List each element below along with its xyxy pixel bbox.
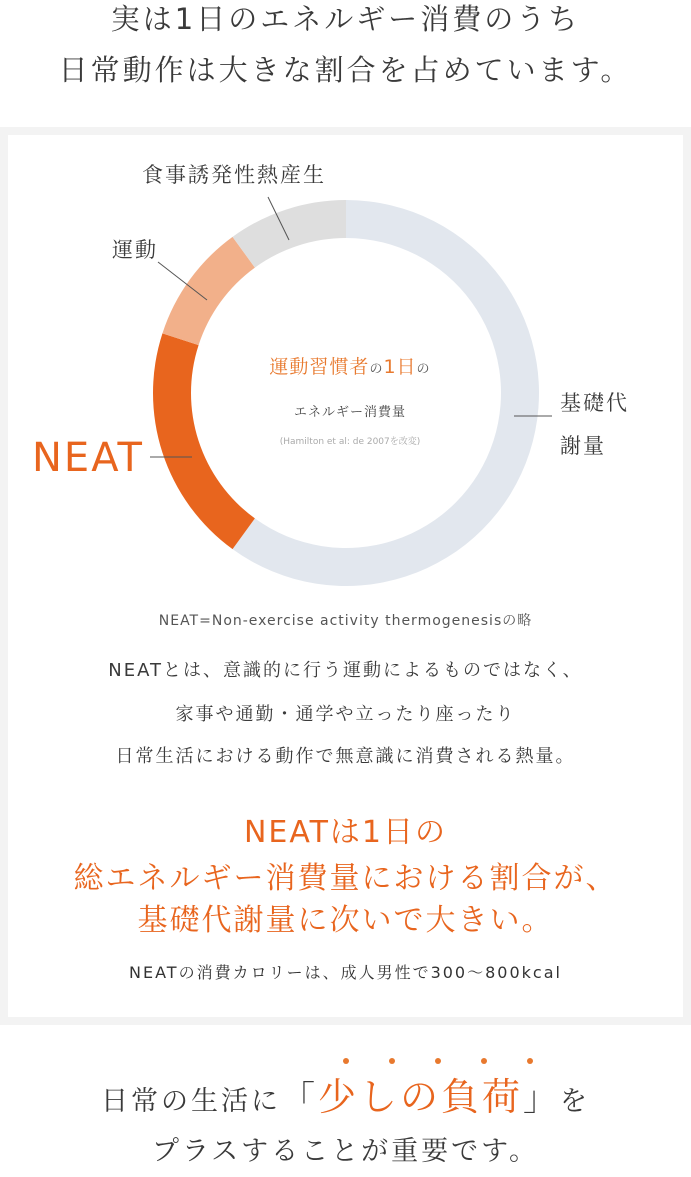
- kcal-note: NEATの消費カロリーは、成人男性で300〜800kcal: [129, 963, 562, 982]
- emphasis-line-2: 総エネルギー消費量における割合が、: [73, 861, 618, 896]
- donut-center-title: [245, 358, 455, 377]
- closing-prefix: 日常の生活に: [100, 1086, 281, 1117]
- closing-line-2: プラスすることが重要です。: [151, 1136, 540, 1167]
- label-neat: NEAT: [32, 435, 144, 481]
- description-line-3: 日常生活における動作で無意識に消費される熱量。: [115, 746, 576, 767]
- closing-line-1: [0, 1075, 691, 1119]
- headline-line-2: 日常動作は大きな割合を占めています。: [58, 53, 633, 87]
- emphasis-dot-5: [527, 1058, 533, 1064]
- label-bmr-line-1: 基礎代: [560, 391, 629, 415]
- description-line-2: 家事や通勤・通学や立ったり座ったり: [175, 704, 516, 725]
- emphasis-dot-4: [481, 1058, 487, 1064]
- emphasis-dot-1: [343, 1058, 349, 1064]
- description-line-1: NEATとは、意識的に行う運動によるものではなく、: [108, 660, 583, 681]
- headline-line-1: 実は1日のエネルギー消費のうち: [110, 2, 581, 36]
- closing-emphasized: 少しの負荷: [317, 1075, 523, 1119]
- center-title-no-1: の: [369, 362, 384, 377]
- emphasis-line-3: 基礎代謝量に次いで大きい。: [137, 903, 554, 938]
- center-title-day: 1日: [383, 356, 417, 378]
- donut-center-source: (Hamilton et al: de 2007を改変): [279, 437, 421, 447]
- label-exercise: 運動: [112, 238, 158, 262]
- donut-center-subtitle: エネルギー消費量: [293, 405, 406, 420]
- emphasis-line-1: NEATは1日の: [243, 815, 447, 850]
- center-title-no-2: の: [416, 362, 431, 377]
- center-title-prefix: 運動習慣者: [269, 356, 370, 378]
- donut-slice-4: [233, 200, 346, 268]
- donut-slice-3: [162, 237, 254, 345]
- label-bmr-line-2: 謝量: [560, 434, 606, 458]
- donut-slice-2: [153, 333, 255, 549]
- closing-suffix: を: [560, 1086, 590, 1117]
- neat-abbreviation: NEAT=Non-exercise activity thermogenesisの略: [158, 613, 533, 629]
- emphasis-dot-3: [435, 1058, 441, 1064]
- donut-slice-1: [233, 200, 539, 586]
- closing-bracket-open: 「: [280, 1079, 318, 1119]
- emphasis-dot-2: [389, 1058, 395, 1064]
- label-bmr: [560, 382, 660, 468]
- closing-bracket-close: 」: [523, 1079, 560, 1119]
- label-dit: 食事誘発性熱産生: [142, 163, 326, 187]
